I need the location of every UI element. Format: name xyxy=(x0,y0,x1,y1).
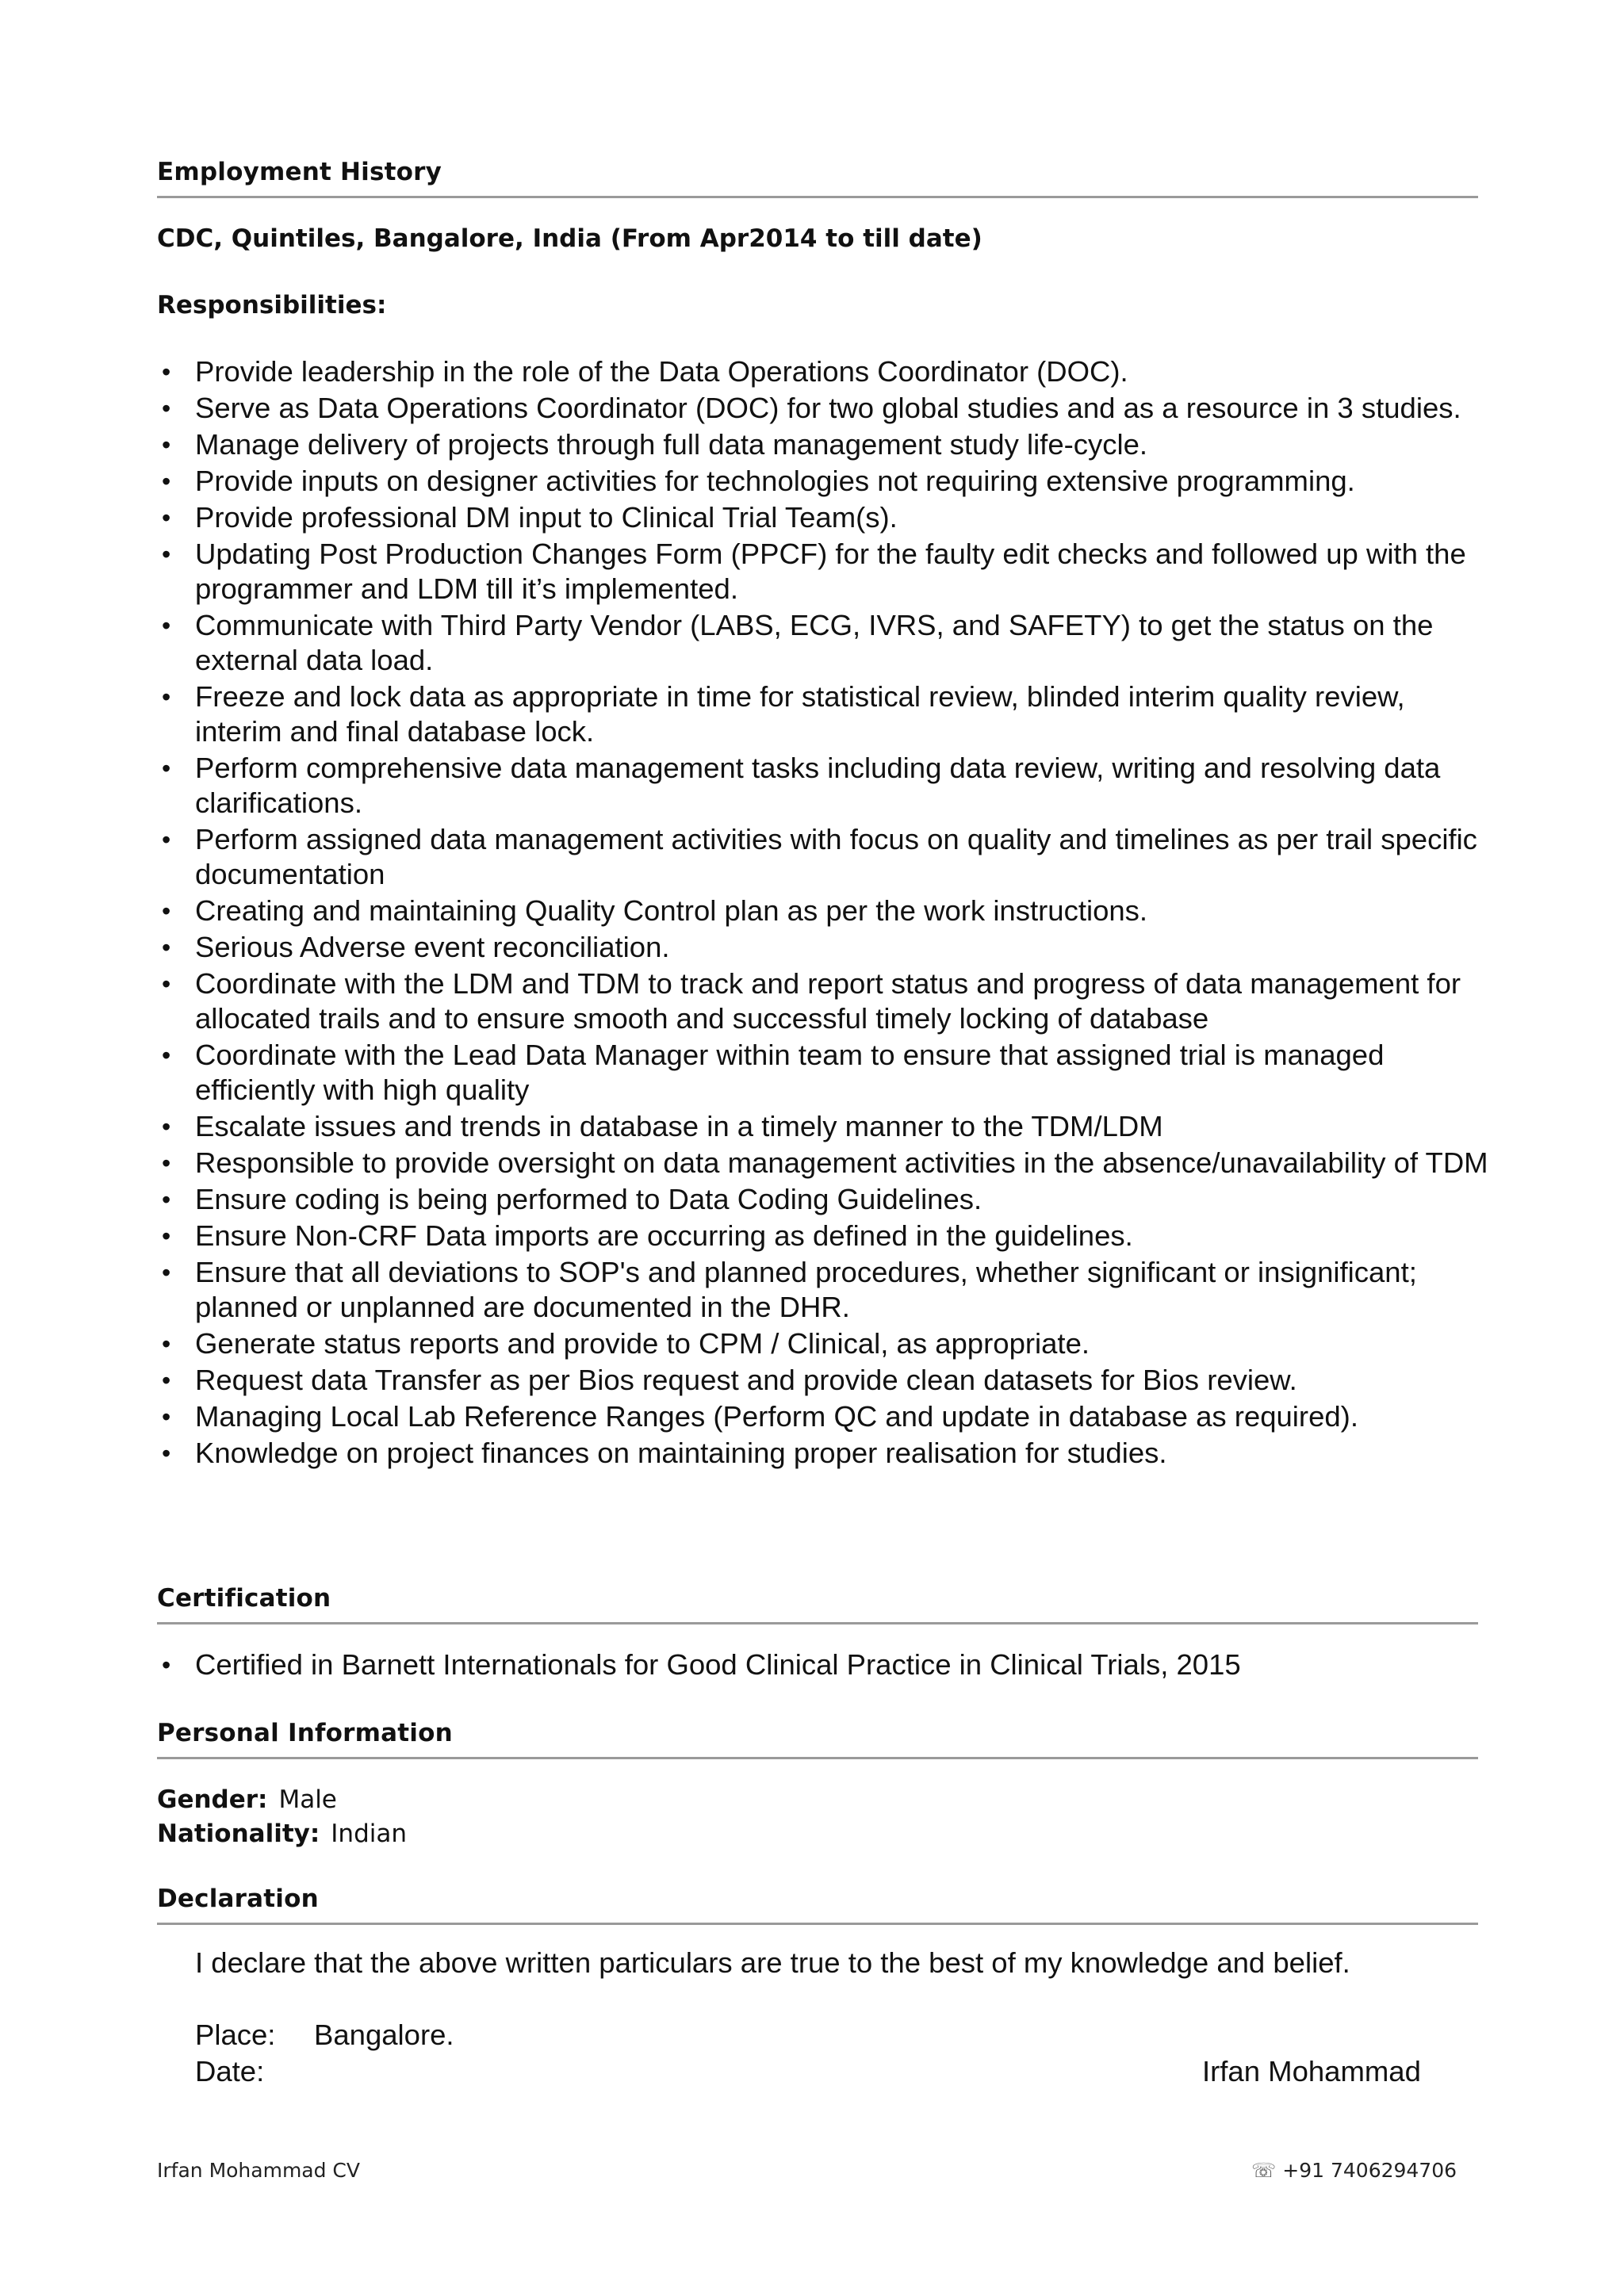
employer-line: CDC, Quintiles, Bangalore, India (From Apr2014 to till date) xyxy=(157,224,982,253)
responsibility-item-text: Freeze and lock data as appropriate in time for statistical review, blinded interim quality review, interim and final database lock. xyxy=(195,680,1405,748)
bullet-icon: • xyxy=(162,1402,171,1431)
responsibility-item-text: Ensure that all deviations to SOP's and planned procedures, whether significant or insignificant; planned or unplanned are documented in the DHR. xyxy=(195,1256,1417,1323)
bullet-icon: • xyxy=(162,467,171,496)
bullet-icon: • xyxy=(162,1330,171,1358)
bullet-icon: • xyxy=(162,1366,171,1395)
signer-name: Irfan Mohammad xyxy=(1202,2055,1421,2087)
place-value: Bangalore. xyxy=(314,2019,454,2051)
responsibility-item-text: Provide inputs on designer activities for technologies not requiring extensive programming. xyxy=(195,465,1355,497)
place-row xyxy=(195,2019,454,2052)
nationality-value: Indian xyxy=(331,1820,408,1848)
date-label: Date: xyxy=(195,2055,265,2087)
responsibility-item-text: Coordinate with the LDM and TDM to track and report status and progress of data management for allocated trails and to ensure smooth and successful timely locking of database xyxy=(195,967,1461,1035)
responsibility-item xyxy=(157,500,1489,535)
responsibility-item xyxy=(157,966,1489,1036)
responsibility-item xyxy=(157,1109,1489,1144)
bullet-icon: • xyxy=(162,1651,171,1679)
bullet-icon: • xyxy=(162,825,171,854)
responsibility-item-text: Provide leadership in the role of the Data Operations Coordinator (DOC). xyxy=(195,355,1128,388)
responsibility-item xyxy=(157,822,1489,892)
declaration-heading: Declaration xyxy=(157,1885,1478,1925)
responsibility-item xyxy=(157,1219,1489,1253)
responsibility-item-text: Ensure coding is being performed to Data Coding Guidelines. xyxy=(195,1183,982,1215)
responsibilities-list xyxy=(157,354,1489,1472)
bullet-icon: • xyxy=(162,394,171,423)
responsibilities-label: Responsibilities: xyxy=(157,291,387,320)
responsibility-item xyxy=(157,464,1489,499)
responsibility-item-text: Manage delivery of projects through full data management study life-cycle. xyxy=(195,428,1148,461)
bullet-icon: • xyxy=(162,754,171,783)
certification-item-text: Certified in Barnett Internationals for Good Clinical Practice in Clinical Trials, 2015 xyxy=(195,1648,1241,1681)
certification-list xyxy=(157,1647,1489,1684)
responsibility-item-text: Ensure Non-CRF Data imports are occurring as defined in the guidelines. xyxy=(195,1219,1133,1252)
responsibility-item-text: Knowledge on project finances on maintaining proper realisation for studies. xyxy=(195,1437,1167,1469)
bullet-icon: • xyxy=(162,611,171,640)
responsibility-item xyxy=(157,751,1489,821)
bullet-icon: • xyxy=(162,503,171,532)
certification-heading: Certification xyxy=(157,1584,1478,1624)
responsibility-item-text: Creating and maintaining Quality Control plan as per the work instructions. xyxy=(195,894,1148,927)
employment-history-heading: Employment History xyxy=(157,158,1478,198)
responsibility-item xyxy=(157,1255,1489,1325)
bullet-icon: • xyxy=(162,1041,171,1070)
bullet-icon: • xyxy=(162,1258,171,1287)
responsibility-item xyxy=(157,1363,1489,1398)
responsibility-item xyxy=(157,1436,1489,1471)
responsibility-item-text: Escalate issues and trends in database in a timely manner to the TDM/LDM xyxy=(195,1110,1163,1142)
place-label: Place: xyxy=(195,2019,276,2051)
bullet-icon: • xyxy=(162,970,171,998)
responsibility-item-text: Serious Adverse event reconciliation. xyxy=(195,931,670,963)
bullet-icon: • xyxy=(162,933,171,962)
responsibility-item-text: Serve as Data Operations Coordinator (DOC) for two global studies and as a resource in 3 studies. xyxy=(195,392,1461,424)
responsibility-item xyxy=(157,1038,1489,1108)
responsibility-item-text: Generate status reports and provide to CPM / Clinical, as appropriate. xyxy=(195,1327,1090,1360)
responsibility-item xyxy=(157,391,1489,426)
responsibility-item xyxy=(157,930,1489,965)
responsibility-item-text: Coordinate with the Lead Data Manager within team to ensure that assigned trial is managed efficiently with high quality xyxy=(195,1039,1385,1106)
responsibility-item xyxy=(157,1399,1489,1434)
telephone-icon: ☏ xyxy=(1251,2159,1277,2182)
footer-phone-number: +91 7406294706 xyxy=(1282,2159,1457,2182)
footer-phone xyxy=(1251,2159,1457,2182)
responsibility-item xyxy=(157,608,1489,678)
responsibility-item-text: Managing Local Lab Reference Ranges (Perform QC and update in database as required). xyxy=(195,1400,1358,1433)
bullet-icon: • xyxy=(162,540,171,568)
responsibility-item xyxy=(157,679,1489,749)
responsibility-item-text: Updating Post Production Changes Form (PPCF) for the faulty edit checks and followed up with the programmer and LDM till it’s implemented. xyxy=(195,538,1466,605)
responsibility-item xyxy=(157,1146,1489,1181)
bullet-icon: • xyxy=(162,897,171,925)
responsibility-item-text: Request data Transfer as per Bios request and provide clean datasets for Bios review. xyxy=(195,1364,1297,1396)
responsibility-item xyxy=(157,354,1489,389)
responsibility-item xyxy=(157,894,1489,928)
declaration-text: I declare that the above written particulars are true to the best of my knowledge and belief. xyxy=(195,1946,1350,1979)
responsibility-item xyxy=(157,427,1489,462)
certification-item xyxy=(157,1647,1489,1682)
nationality-label: Nationality: xyxy=(157,1820,320,1848)
gender-value: Male xyxy=(278,1785,337,1814)
responsibility-item-text: Responsible to provide oversight on data management activities in the absence/unavailability of TDM xyxy=(195,1146,1488,1179)
bullet-icon: • xyxy=(162,1222,171,1250)
bullet-icon: • xyxy=(162,1185,171,1214)
responsibility-item xyxy=(157,1182,1489,1217)
bullet-icon: • xyxy=(162,1112,171,1141)
gender-row xyxy=(157,1785,337,1814)
responsibility-item xyxy=(157,1326,1489,1361)
responsibility-item xyxy=(157,537,1489,607)
personal-information-heading: Personal Information xyxy=(157,1719,1478,1759)
responsibility-item-text: Perform assigned data management activities with focus on quality and timelines as per trail specific documentation xyxy=(195,823,1477,890)
responsibility-item-text: Provide professional DM input to Clinical Trial Team(s). xyxy=(195,501,898,534)
bullet-icon: • xyxy=(162,1149,171,1177)
footer-cv-title: Irfan Mohammad CV xyxy=(157,2159,360,2182)
gender-label: Gender: xyxy=(157,1785,268,1814)
bullet-icon: • xyxy=(162,358,171,386)
responsibility-item-text: Perform comprehensive data management tasks including data review, writing and resolving data clarifications. xyxy=(195,752,1441,819)
bullet-icon: • xyxy=(162,1439,171,1468)
bullet-icon: • xyxy=(162,683,171,711)
bullet-icon: • xyxy=(162,430,171,459)
responsibility-item-text: Communicate with Third Party Vendor (LABS, ECG, IVRS, and SAFETY) to get the status on the external data load. xyxy=(195,609,1434,676)
nationality-row xyxy=(157,1820,407,1848)
